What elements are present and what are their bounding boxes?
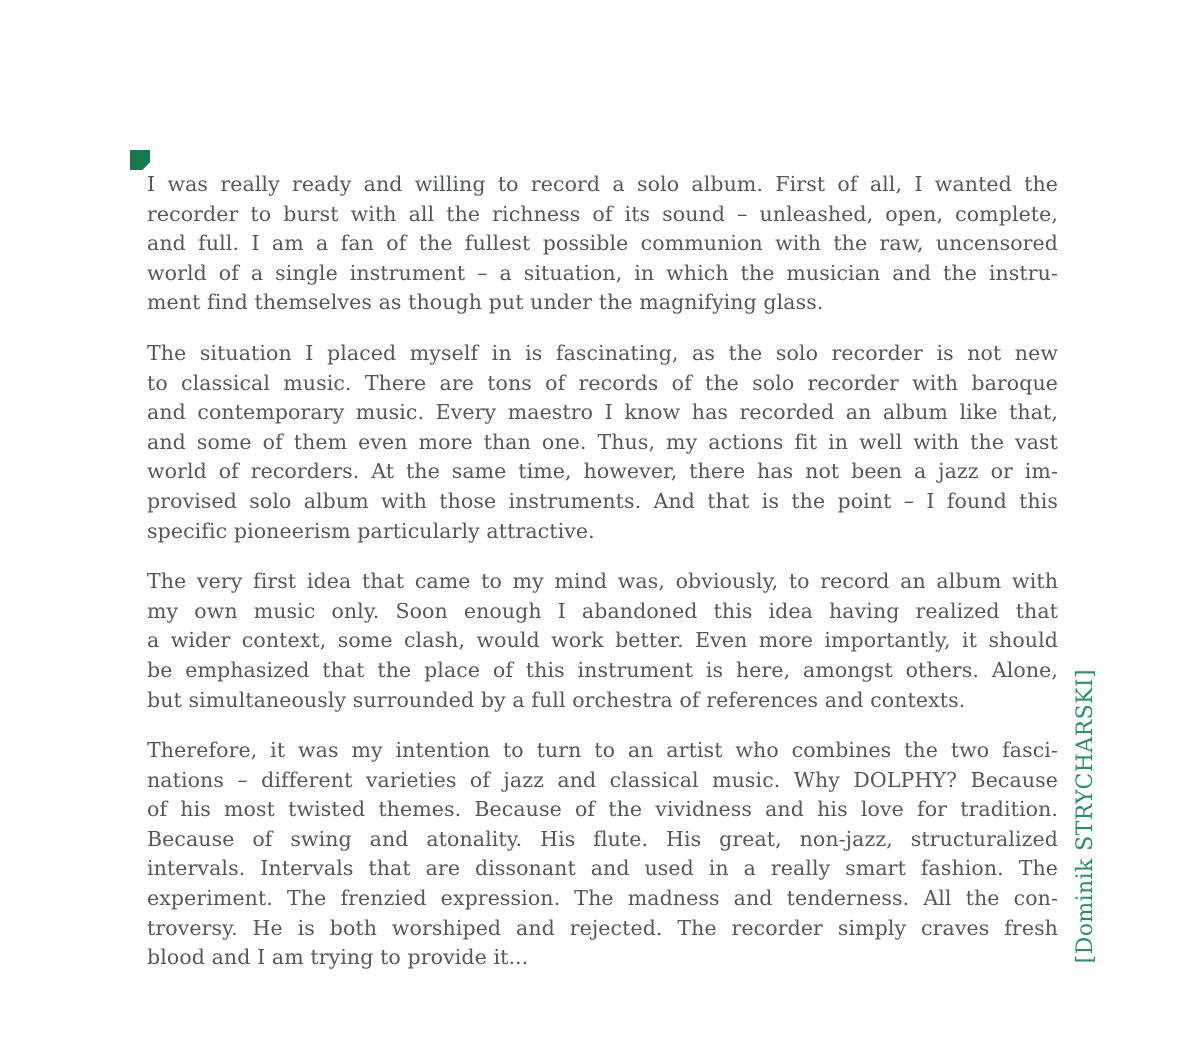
text-line: Therefore, it was my intention to turn to an artist who combines the two fasci- <box>147 738 1058 763</box>
text-line: my own music only. Soon enough I abandoned this idea having realized that <box>147 598 1058 623</box>
text-line: recorder to burst with all the richness of its sound – unleashed, open, complete, <box>147 201 1058 226</box>
text-line: and full. I am a fan of the fullest possible communion with the raw, uncensored <box>147 231 1058 256</box>
text-line: ment find themselves as though put under the magnifying glass. <box>147 290 824 315</box>
text-line: and contemporary music. Every maestro I know has recorded an album like that, <box>147 400 1058 425</box>
text-line: I was really ready and willing to record a solo album. First of all, I wanted the <box>147 172 1058 196</box>
text-line: be emphasized that the place of this instrument is here, amongst others. Alone, <box>147 657 1058 682</box>
text-line: world of a single instrument – a situation, in which the musician and the instru- <box>147 260 1058 285</box>
text-line: but simultaneously surrounded by a full orchestra of references and contexts. <box>147 687 966 712</box>
text-line: intervals. Intervals that are dissonant and used in a really smart fashion. The <box>147 856 1058 881</box>
quote-mark-icon <box>130 150 150 170</box>
text-line: world of recorders. At the same time, however, there has not been a jazz or im- <box>147 459 1058 484</box>
author-byline: [Dominik STRYCHARSKI] <box>1073 668 1098 963</box>
text-line: Because of swing and atonality. His flute. His great, non-jazz, structuralized <box>147 826 1058 851</box>
text-line: experiment. The frenzied expression. The madness and tenderness. All the con- <box>147 886 1058 911</box>
text-line: The very first idea that came to my mind was, obviously, to record an album with <box>147 569 1058 594</box>
text-line: blood and I am trying to provide it... <box>147 945 529 970</box>
text-line: and some of them even more than one. Thus, my actions fit in well with the vast <box>147 429 1058 454</box>
text-line: specific pioneerism particularly attractive. <box>147 518 595 543</box>
paragraph <box>147 567 1058 715</box>
text-line: of his most twisted themes. Because of the vividness and his love for tradition. <box>147 797 1058 822</box>
paragraph <box>147 736 1058 973</box>
text-line: provised solo album with those instruments. And that is the point – I found this <box>147 488 1058 513</box>
quote-text-block <box>147 170 1058 973</box>
paragraph <box>147 170 1058 318</box>
text-line: a wider context, some clash, would work better. Even more importantly, it should <box>147 628 1058 653</box>
text-line: troversy. He is both worshiped and rejected. The recorder simply craves fresh <box>147 915 1058 940</box>
text-line: nations – different varieties of jazz and classical music. Why DOLPHY? Because <box>147 767 1058 792</box>
text-line: The situation I placed myself in is fascinating, as the solo recorder is not new <box>147 340 1058 365</box>
text-line: to classical music. There are tons of records of the solo recorder with baroque <box>147 370 1058 395</box>
paragraph <box>147 339 1058 546</box>
